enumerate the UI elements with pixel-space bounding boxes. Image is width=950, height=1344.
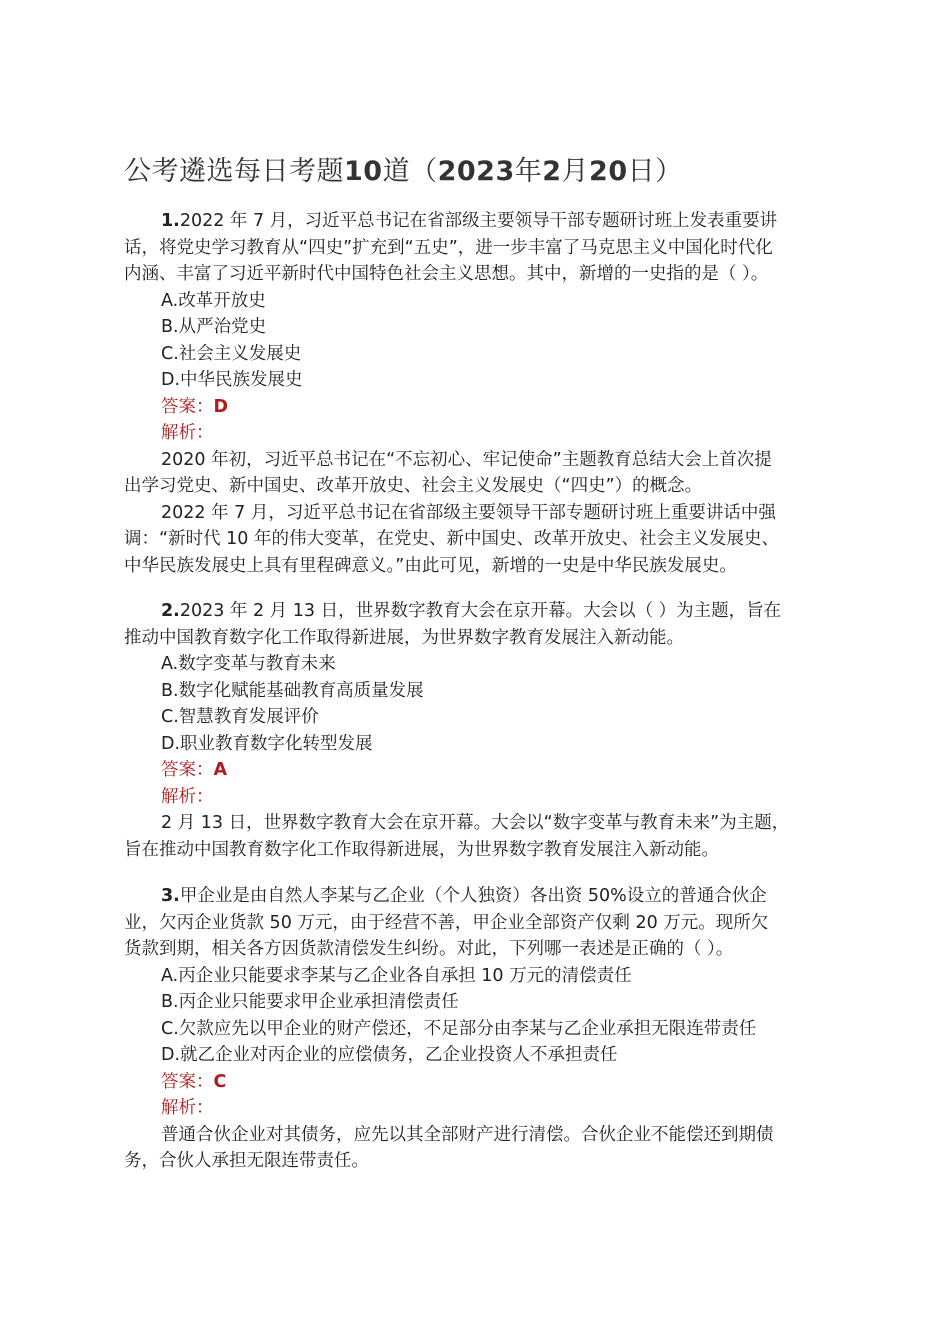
answer-value: D bbox=[213, 396, 229, 417]
analysis-line: 中华民族发展史上具有里程碑意义。”由此可见，新增的一史是中华民族发展史。 bbox=[124, 555, 737, 576]
question-number: 1. bbox=[161, 211, 180, 231]
analysis-line: 务，合伙人承担无限连带责任。 bbox=[124, 1151, 369, 1171]
analysis-line: 出学习党史、新中国史、改革开放史、社会主义发展史（“四史”）的概念。 bbox=[124, 476, 703, 496]
title-count: 10 bbox=[344, 156, 383, 187]
answer-label: 答案： bbox=[161, 1071, 214, 1092]
question-stem-line: 货款到期，相关各方因货款清偿发生纠纷。对此，下列哪一表述是正确的（ ）。 bbox=[124, 939, 734, 959]
title-text: 月 bbox=[561, 156, 590, 187]
option-c: C.社会主义发展史 bbox=[161, 343, 302, 364]
question-stem-line: 内涵、丰富了习近平新时代中国特色社会主义思想。其中，新增的一史指的是（ ）。 bbox=[124, 264, 769, 284]
option-a: A.改革开放史 bbox=[161, 290, 266, 311]
question-2 bbox=[124, 598, 840, 863]
analysis-line: 普通合伙企业对其债务，应先以其全部财产进行清偿。合伙企业不能偿还到期债 bbox=[161, 1124, 774, 1145]
page-title bbox=[124, 152, 844, 192]
title-text: 年 bbox=[514, 156, 543, 187]
question-1 bbox=[124, 208, 840, 579]
option-a: A.丙企业只能要求李某与乙企业各自承担 10 万元的清偿责任 bbox=[161, 965, 632, 986]
option-b: B.数字化赋能基础教育高质量发展 bbox=[161, 680, 424, 701]
analysis-line: 2022 年 7 月，习近平总书记在省部级主要领导干部专题研讨班上重要讲话中强 bbox=[161, 502, 776, 523]
analysis-label: 解析： bbox=[161, 786, 214, 807]
title-prefix: 公考遴选每日考题 bbox=[124, 156, 344, 187]
option-a: A.数字变革与教育未来 bbox=[161, 654, 336, 674]
option-d: D.中华民族发展史 bbox=[161, 370, 303, 390]
option-d: D.就乙企业对丙企业的应偿债务，乙企业投资人不承担责任 bbox=[161, 1045, 618, 1065]
stem-text: 2022 年 7 月，习近平总书记在省部级主要领导干部专题研讨班上发表重要讲 bbox=[179, 211, 778, 231]
answer-line bbox=[124, 757, 840, 784]
stem-text: 甲企业是由自然人李某与乙企业（个人独资）各出资 50%设立的普通合伙企 bbox=[179, 886, 767, 906]
option-d: D.职业教育数字化转型发展 bbox=[161, 733, 373, 754]
analysis-line: 调：“新时代 10 年的伟大变革，在党史、新中国史、改革开放史、社会主义发展史、 bbox=[124, 529, 779, 549]
title-day: 20 bbox=[589, 156, 628, 187]
question-stem-line: 话，将党史学习教育从“四史”扩充到“五史”，进一步丰富了马克思主义中国化时代化 bbox=[124, 237, 773, 258]
analysis-line: 旨在推动中国教育数字化工作取得新进展，为世界数字教育发展注入新动能。 bbox=[124, 839, 719, 860]
question-stem-line bbox=[124, 883, 840, 910]
stem-text: 2023 年 2 月 13 日，世界数字教育大会在京开幕。大会以（ ）为主题，旨在 bbox=[179, 601, 782, 621]
analysis-label: 解析： bbox=[161, 1098, 214, 1118]
question-stem-line bbox=[124, 208, 840, 235]
answer-label: 答案： bbox=[161, 396, 214, 417]
question-3 bbox=[124, 883, 840, 1175]
answer-label: 答案： bbox=[161, 760, 214, 780]
option-c: C.智慧教育发展评价 bbox=[161, 707, 319, 727]
question-stem-line bbox=[124, 598, 840, 625]
question-number: 3. bbox=[161, 886, 180, 906]
title-text: 道（ bbox=[382, 156, 438, 187]
option-c: C.欠款应先以甲企业的财产偿还，不足部分由李某与乙企业承担无限连带责任 bbox=[161, 1018, 757, 1039]
analysis-line: 2020 年初，习近平总书记在“不忘初心、牢记使命”主题教育总结大会上首次提 bbox=[161, 449, 772, 470]
option-b: B.从严治党史 bbox=[161, 317, 267, 337]
answer-value: C bbox=[213, 1071, 227, 1092]
question-number: 2. bbox=[161, 601, 180, 621]
option-b: B.丙企业只能要求甲企业承担清偿责任 bbox=[161, 992, 459, 1012]
title-month: 2 bbox=[542, 156, 562, 187]
answer-value: A bbox=[213, 760, 228, 780]
question-stem-line: 业，欠丙企业货款 50 万元，由于经营不善，甲企业全部资产仅剩 20 万元。现所欠 bbox=[124, 912, 769, 933]
analysis-line: 2 月 13 日，世界数字教育大会在京开幕。大会以“数字变革与教育未来”为主题， bbox=[161, 813, 790, 833]
title-text: 日） bbox=[627, 156, 683, 187]
question-stem-line: 推动中国教育数字化工作取得新进展，为世界数字教育发展注入新动能。 bbox=[124, 627, 684, 648]
answer-line bbox=[124, 394, 840, 421]
analysis-label: 解析： bbox=[161, 423, 214, 443]
answer-line bbox=[124, 1069, 840, 1096]
title-year: 2023 bbox=[437, 156, 515, 187]
